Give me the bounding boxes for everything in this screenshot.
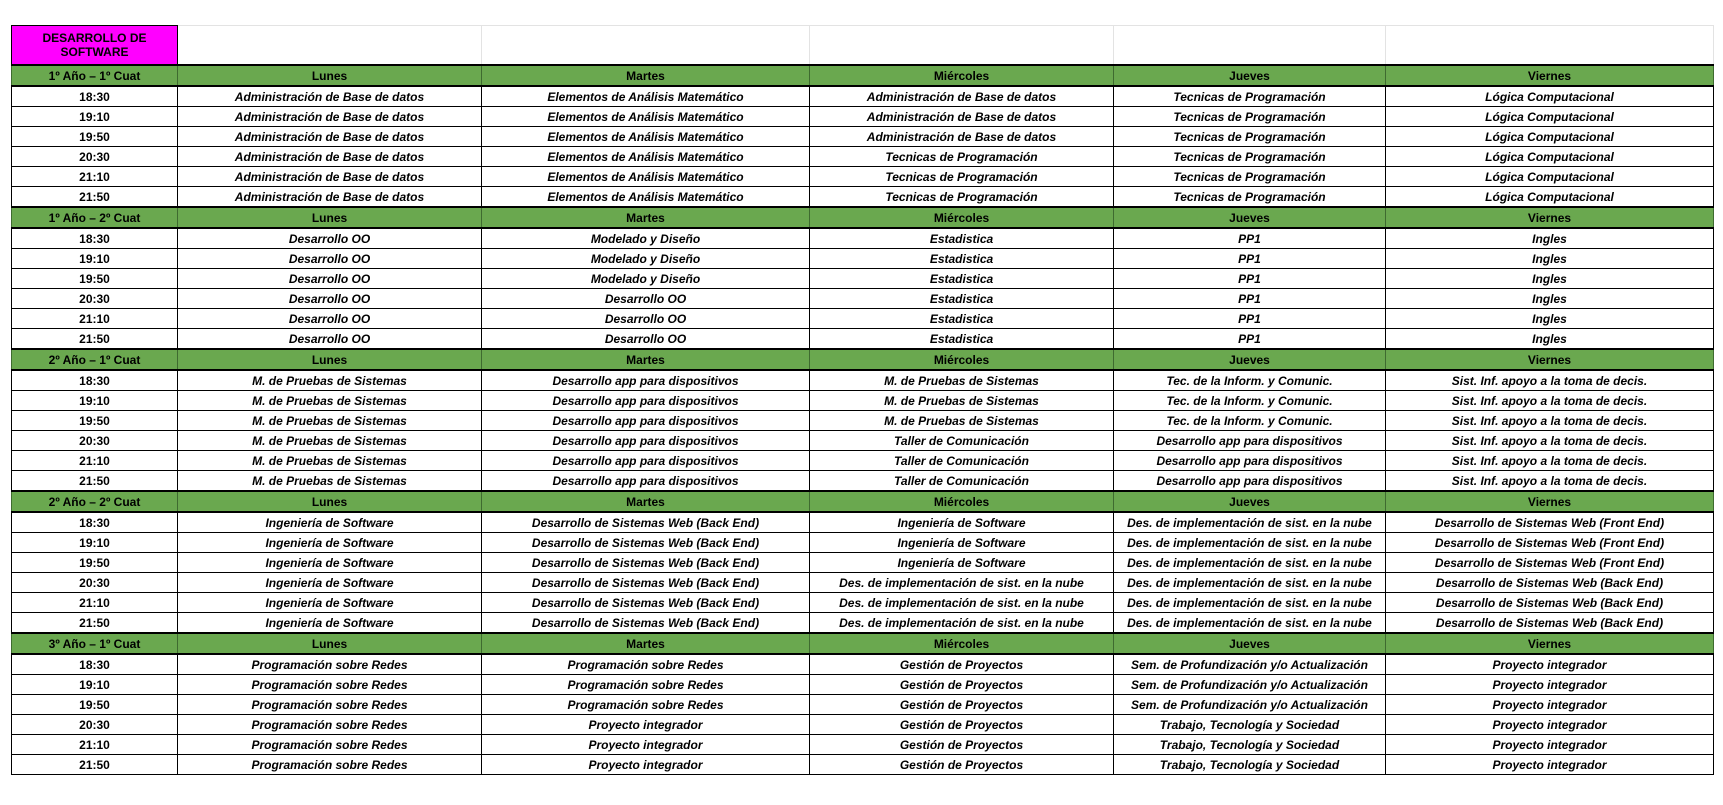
subject-cell-miercoles[interactable]: Taller de Comunicación	[810, 431, 1114, 451]
time-cell[interactable]: 18:30	[12, 228, 178, 249]
subject-cell-lunes[interactable]: Desarrollo OO	[178, 249, 482, 269]
time-cell[interactable]: 21:10	[12, 309, 178, 329]
subject-cell-miercoles[interactable]: Ingeniería de Software	[810, 553, 1114, 573]
time-cell[interactable]: 21:10	[12, 167, 178, 187]
day-header-viernes[interactable]: Viernes	[1386, 65, 1714, 86]
subject-cell-miercoles[interactable]: Gestión de Proyectos	[810, 755, 1114, 775]
empty-cell[interactable]	[810, 26, 1114, 66]
subject-cell-jueves[interactable]: Tec. de la Inform. y Comunic.	[1114, 411, 1386, 431]
table-row	[12, 613, 1714, 634]
table-row	[12, 593, 1714, 613]
subject-cell-martes[interactable]: Desarrollo app para dispositivos	[482, 471, 810, 492]
subject-cell-viernes[interactable]: Sist. Inf. apoyo a la toma de decis.	[1386, 451, 1714, 471]
subject-cell-viernes[interactable]: Ingles	[1386, 269, 1714, 289]
day-header-martes[interactable]: Martes	[482, 207, 810, 228]
day-header-viernes[interactable]: Viernes	[1386, 207, 1714, 228]
table-row	[12, 553, 1714, 573]
time-cell[interactable]: 19:50	[12, 269, 178, 289]
table-row	[12, 289, 1714, 309]
subject-cell-martes[interactable]: Desarrollo de Sistemas Web (Back End)	[482, 593, 810, 613]
time-cell[interactable]: 21:10	[12, 451, 178, 471]
subject-cell-lunes[interactable]: Ingeniería de Software	[178, 613, 482, 634]
table-row	[12, 187, 1714, 208]
subject-cell-miercoles[interactable]: Gestión de Proyectos	[810, 654, 1114, 675]
subject-cell-viernes[interactable]: Desarrollo de Sistemas Web (Back End)	[1386, 573, 1714, 593]
subject-cell-viernes[interactable]: Lógica Computacional	[1386, 187, 1714, 208]
time-cell[interactable]: 19:50	[12, 127, 178, 147]
time-cell[interactable]: 18:30	[12, 370, 178, 391]
day-header-martes[interactable]: Martes	[482, 491, 810, 512]
section-header-row	[12, 349, 1714, 370]
subject-cell-lunes[interactable]: M. de Pruebas de Sistemas	[178, 471, 482, 492]
subject-cell-jueves[interactable]: Tecnicas de Programación	[1114, 127, 1386, 147]
day-header-martes[interactable]: Martes	[482, 65, 810, 86]
empty-cell[interactable]	[1114, 26, 1386, 66]
table-row	[12, 269, 1714, 289]
day-header-lunes[interactable]: Lunes	[178, 207, 482, 228]
subject-cell-martes[interactable]: Desarrollo OO	[482, 329, 810, 350]
table-row	[12, 127, 1714, 147]
subject-cell-miercoles[interactable]: Des. de implementación de sist. en la nube	[810, 573, 1114, 593]
time-cell[interactable]: 19:10	[12, 249, 178, 269]
subject-cell-viernes[interactable]: Desarrollo de Sistemas Web (Front End)	[1386, 512, 1714, 533]
day-header-miercoles[interactable]: Miércoles	[810, 349, 1114, 370]
subject-cell-jueves[interactable]: PP1	[1114, 329, 1386, 350]
day-header-miercoles[interactable]: Miércoles	[810, 491, 1114, 512]
subject-cell-martes[interactable]: Desarrollo app para dispositivos	[482, 451, 810, 471]
subject-cell-viernes[interactable]: Proyecto integrador	[1386, 695, 1714, 715]
subject-cell-jueves[interactable]: Tec. de la Inform. y Comunic.	[1114, 370, 1386, 391]
subject-cell-miercoles[interactable]: Gestión de Proyectos	[810, 675, 1114, 695]
subject-cell-viernes[interactable]: Desarrollo de Sistemas Web (Front End)	[1386, 553, 1714, 573]
table-row	[12, 431, 1714, 451]
subject-cell-lunes[interactable]: M. de Pruebas de Sistemas	[178, 411, 482, 431]
subject-cell-lunes[interactable]: Desarrollo OO	[178, 289, 482, 309]
table-row	[12, 735, 1714, 755]
subject-cell-lunes[interactable]: Administración de Base de datos	[178, 86, 482, 107]
subject-cell-jueves[interactable]: PP1	[1114, 228, 1386, 249]
table-row	[12, 370, 1714, 391]
subject-cell-miercoles[interactable]: M. de Pruebas de Sistemas	[810, 391, 1114, 411]
time-cell[interactable]: 21:10	[12, 735, 178, 755]
subject-cell-lunes[interactable]: Desarrollo OO	[178, 309, 482, 329]
subject-cell-martes[interactable]: Desarrollo de Sistemas Web (Back End)	[482, 553, 810, 573]
day-header-viernes[interactable]: Viernes	[1386, 633, 1714, 654]
table-row	[12, 675, 1714, 695]
subject-cell-martes[interactable]: Modelado y Diseño	[482, 228, 810, 249]
subject-cell-jueves[interactable]: Sem. de Profundización y/o Actualización	[1114, 675, 1386, 695]
subject-cell-lunes[interactable]: Desarrollo OO	[178, 228, 482, 249]
subject-cell-martes[interactable]: Programación sobre Redes	[482, 654, 810, 675]
subject-cell-viernes[interactable]: Lógica Computacional	[1386, 127, 1714, 147]
subject-cell-martes[interactable]: Desarrollo OO	[482, 289, 810, 309]
time-cell[interactable]: 19:10	[12, 533, 178, 553]
time-cell[interactable]: 19:10	[12, 107, 178, 127]
table-row	[12, 228, 1714, 249]
subject-cell-viernes[interactable]: Proyecto integrador	[1386, 715, 1714, 735]
day-header-martes[interactable]: Martes	[482, 349, 810, 370]
subject-cell-martes[interactable]: Elementos de Análisis Matemático	[482, 147, 810, 167]
subject-cell-martes[interactable]: Proyecto integrador	[482, 715, 810, 735]
subject-cell-miercoles[interactable]: Estadistica	[810, 249, 1114, 269]
schedule-sheet	[11, 25, 1714, 775]
subject-cell-miercoles[interactable]: Taller de Comunicación	[810, 471, 1114, 492]
subject-cell-lunes[interactable]: Administración de Base de datos	[178, 127, 482, 147]
title-row	[12, 26, 1714, 66]
subject-cell-lunes[interactable]: Ingeniería de Software	[178, 593, 482, 613]
subject-cell-viernes[interactable]: Ingles	[1386, 228, 1714, 249]
subject-cell-viernes[interactable]: Lógica Computacional	[1386, 167, 1714, 187]
subject-cell-martes[interactable]: Elementos de Análisis Matemático	[482, 107, 810, 127]
subject-cell-viernes[interactable]: Proyecto integrador	[1386, 755, 1714, 775]
subject-cell-viernes[interactable]: Sist. Inf. apoyo a la toma de decis.	[1386, 370, 1714, 391]
subject-cell-lunes[interactable]: Administración de Base de datos	[178, 167, 482, 187]
empty-cell[interactable]	[482, 26, 810, 66]
section-label[interactable]: 2º Año – 2º Cuat	[12, 491, 178, 512]
subject-cell-miercoles[interactable]: Administración de Base de datos	[810, 107, 1114, 127]
subject-cell-martes[interactable]: Desarrollo de Sistemas Web (Back End)	[482, 512, 810, 533]
time-cell[interactable]: 20:30	[12, 573, 178, 593]
time-cell[interactable]: 19:50	[12, 411, 178, 431]
subject-cell-miercoles[interactable]: Gestión de Proyectos	[810, 735, 1114, 755]
table-row	[12, 654, 1714, 675]
table-row	[12, 329, 1714, 350]
subject-cell-miercoles[interactable]: M. de Pruebas de Sistemas	[810, 370, 1114, 391]
sheet-title[interactable]: DESARROLLO DE SOFTWARE	[12, 26, 178, 66]
table-row	[12, 86, 1714, 107]
table-row	[12, 167, 1714, 187]
subject-cell-lunes[interactable]: Desarrollo OO	[178, 329, 482, 350]
table-row	[12, 249, 1714, 269]
subject-cell-jueves[interactable]: Trabajo, Tecnología y Sociedad	[1114, 735, 1386, 755]
subject-cell-lunes[interactable]: Programación sobre Redes	[178, 695, 482, 715]
table-row	[12, 715, 1714, 735]
subject-cell-miercoles[interactable]: Tecnicas de Programación	[810, 167, 1114, 187]
subject-cell-jueves[interactable]: Des. de implementación de sist. en la nube	[1114, 512, 1386, 533]
subject-cell-jueves[interactable]: PP1	[1114, 309, 1386, 329]
time-cell[interactable]: 20:30	[12, 431, 178, 451]
subject-cell-martes[interactable]: Elementos de Análisis Matemático	[482, 127, 810, 147]
subject-cell-lunes[interactable]: Administración de Base de datos	[178, 187, 482, 208]
section-header-row	[12, 207, 1714, 228]
subject-cell-lunes[interactable]: Ingeniería de Software	[178, 533, 482, 553]
subject-cell-martes[interactable]: Desarrollo OO	[482, 309, 810, 329]
subject-cell-lunes[interactable]: M. de Pruebas de Sistemas	[178, 451, 482, 471]
subject-cell-jueves[interactable]: Tec. de la Inform. y Comunic.	[1114, 391, 1386, 411]
time-cell[interactable]: 20:30	[12, 289, 178, 309]
subject-cell-miercoles[interactable]: Des. de implementación de sist. en la nube	[810, 593, 1114, 613]
subject-cell-miercoles[interactable]: Estadistica	[810, 289, 1114, 309]
subject-cell-lunes[interactable]: M. de Pruebas de Sistemas	[178, 431, 482, 451]
subject-cell-viernes[interactable]: Proyecto integrador	[1386, 654, 1714, 675]
subject-cell-jueves[interactable]: Des. de implementación de sist. en la nube	[1114, 613, 1386, 634]
subject-cell-lunes[interactable]: Ingeniería de Software	[178, 553, 482, 573]
subject-cell-jueves[interactable]: Tecnicas de Programación	[1114, 107, 1386, 127]
time-cell[interactable]: 19:10	[12, 391, 178, 411]
subject-cell-miercoles[interactable]: Gestión de Proyectos	[810, 715, 1114, 735]
table-row	[12, 695, 1714, 715]
subject-cell-viernes[interactable]: Ingles	[1386, 289, 1714, 309]
day-header-lunes[interactable]: Lunes	[178, 633, 482, 654]
subject-cell-viernes[interactable]: Lógica Computacional	[1386, 147, 1714, 167]
subject-cell-martes[interactable]: Desarrollo app para dispositivos	[482, 411, 810, 431]
subject-cell-jueves[interactable]: Trabajo, Tecnología y Sociedad	[1114, 755, 1386, 775]
time-cell[interactable]: 18:30	[12, 86, 178, 107]
subject-cell-jueves[interactable]: Des. de implementación de sist. en la nube	[1114, 553, 1386, 573]
subject-cell-martes[interactable]: Modelado y Diseño	[482, 249, 810, 269]
schedule-body	[12, 26, 1714, 775]
subject-cell-jueves[interactable]: PP1	[1114, 249, 1386, 269]
subject-cell-martes[interactable]: Desarrollo app para dispositivos	[482, 391, 810, 411]
time-cell[interactable]: 21:50	[12, 755, 178, 775]
subject-cell-viernes[interactable]: Lógica Computacional	[1386, 86, 1714, 107]
subject-cell-jueves[interactable]: Sem. de Profundización y/o Actualización	[1114, 695, 1386, 715]
subject-cell-miercoles[interactable]: M. de Pruebas de Sistemas	[810, 411, 1114, 431]
section-label[interactable]: 1º Año – 2º Cuat	[12, 207, 178, 228]
time-cell[interactable]: 19:10	[12, 675, 178, 695]
subject-cell-martes[interactable]: Desarrollo app para dispositivos	[482, 431, 810, 451]
subject-cell-viernes[interactable]: Proyecto integrador	[1386, 735, 1714, 755]
time-cell[interactable]: 21:50	[12, 329, 178, 350]
subject-cell-martes[interactable]: Proyecto integrador	[482, 735, 810, 755]
section-label[interactable]: 2º Año – 1º Cuat	[12, 349, 178, 370]
subject-cell-viernes[interactable]: Desarrollo de Sistemas Web (Back End)	[1386, 613, 1714, 634]
day-header-jueves[interactable]: Jueves	[1114, 349, 1386, 370]
subject-cell-jueves[interactable]: Des. de implementación de sist. en la nube	[1114, 573, 1386, 593]
table-row	[12, 411, 1714, 431]
subject-cell-viernes[interactable]: Ingles	[1386, 329, 1714, 350]
subject-cell-miercoles[interactable]: Estadistica	[810, 228, 1114, 249]
subject-cell-jueves[interactable]: Des. de implementación de sist. en la nube	[1114, 533, 1386, 553]
table-row	[12, 512, 1714, 533]
subject-cell-lunes[interactable]: M. de Pruebas de Sistemas	[178, 391, 482, 411]
subject-cell-martes[interactable]: Desarrollo de Sistemas Web (Back End)	[482, 613, 810, 634]
table-row	[12, 533, 1714, 553]
subject-cell-lunes[interactable]: Programación sobre Redes	[178, 735, 482, 755]
subject-cell-miercoles[interactable]: Ingeniería de Software	[810, 533, 1114, 553]
time-cell[interactable]: 21:10	[12, 593, 178, 613]
subject-cell-martes[interactable]: Elementos de Análisis Matemático	[482, 86, 810, 107]
table-row	[12, 471, 1714, 492]
subject-cell-miercoles[interactable]: Des. de implementación de sist. en la nube	[810, 613, 1114, 634]
table-row	[12, 147, 1714, 167]
subject-cell-jueves[interactable]: Sem. de Profundización y/o Actualización	[1114, 654, 1386, 675]
subject-cell-jueves[interactable]: Desarrollo app para dispositivos	[1114, 451, 1386, 471]
empty-cell[interactable]	[178, 26, 482, 66]
subject-cell-viernes[interactable]: Sist. Inf. apoyo a la toma de decis.	[1386, 431, 1714, 451]
time-cell[interactable]: 18:30	[12, 654, 178, 675]
subject-cell-jueves[interactable]: Des. de implementación de sist. en la nube	[1114, 593, 1386, 613]
time-cell[interactable]: 21:50	[12, 613, 178, 634]
subject-cell-viernes[interactable]: Ingles	[1386, 249, 1714, 269]
subject-cell-miercoles[interactable]: Gestión de Proyectos	[810, 695, 1114, 715]
subject-cell-viernes[interactable]: Proyecto integrador	[1386, 675, 1714, 695]
table-row	[12, 451, 1714, 471]
subject-cell-viernes[interactable]: Sist. Inf. apoyo a la toma de decis.	[1386, 411, 1714, 431]
empty-cell[interactable]	[1386, 26, 1714, 66]
subject-cell-miercoles[interactable]: Administración de Base de datos	[810, 86, 1114, 107]
day-header-miercoles[interactable]: Miércoles	[810, 207, 1114, 228]
subject-cell-lunes[interactable]: M. de Pruebas de Sistemas	[178, 370, 482, 391]
day-header-viernes[interactable]: Viernes	[1386, 491, 1714, 512]
time-cell[interactable]: 19:50	[12, 695, 178, 715]
subject-cell-miercoles[interactable]: Tecnicas de Programación	[810, 147, 1114, 167]
table-row	[12, 309, 1714, 329]
day-header-lunes[interactable]: Lunes	[178, 349, 482, 370]
time-cell[interactable]: 18:30	[12, 512, 178, 533]
subject-cell-miercoles[interactable]: Ingeniería de Software	[810, 512, 1114, 533]
subject-cell-jueves[interactable]: Tecnicas de Programación	[1114, 167, 1386, 187]
time-cell[interactable]: 19:50	[12, 553, 178, 573]
day-header-jueves[interactable]: Jueves	[1114, 633, 1386, 654]
subject-cell-jueves[interactable]: PP1	[1114, 269, 1386, 289]
subject-cell-miercoles[interactable]: Estadistica	[810, 269, 1114, 289]
day-header-lunes[interactable]: Lunes	[178, 491, 482, 512]
subject-cell-miercoles[interactable]: Administración de Base de datos	[810, 127, 1114, 147]
subject-cell-martes[interactable]: Elementos de Análisis Matemático	[482, 167, 810, 187]
table-row	[12, 755, 1714, 775]
subject-cell-jueves[interactable]: Tecnicas de Programación	[1114, 86, 1386, 107]
subject-cell-martes[interactable]: Proyecto integrador	[482, 755, 810, 775]
subject-cell-lunes[interactable]: Programación sobre Redes	[178, 715, 482, 735]
subject-cell-viernes[interactable]: Sist. Inf. apoyo a la toma de decis.	[1386, 471, 1714, 492]
subject-cell-lunes[interactable]: Administración de Base de datos	[178, 147, 482, 167]
subject-cell-miercoles[interactable]: Estadistica	[810, 329, 1114, 350]
table-row	[12, 573, 1714, 593]
subject-cell-lunes[interactable]: Programación sobre Redes	[178, 675, 482, 695]
subject-cell-viernes[interactable]: Lógica Computacional	[1386, 107, 1714, 127]
subject-cell-martes[interactable]: Programación sobre Redes	[482, 675, 810, 695]
time-cell[interactable]: 21:50	[12, 187, 178, 208]
subject-cell-jueves[interactable]: Desarrollo app para dispositivos	[1114, 471, 1386, 492]
subject-cell-viernes[interactable]: Sist. Inf. apoyo a la toma de decis.	[1386, 391, 1714, 411]
day-header-viernes[interactable]: Viernes	[1386, 349, 1714, 370]
subject-cell-lunes[interactable]: Administración de Base de datos	[178, 107, 482, 127]
time-cell[interactable]: 20:30	[12, 715, 178, 735]
day-header-miercoles[interactable]: Miércoles	[810, 633, 1114, 654]
time-cell[interactable]: 21:50	[12, 471, 178, 492]
day-header-jueves[interactable]: Jueves	[1114, 491, 1386, 512]
subject-cell-lunes[interactable]: Ingeniería de Software	[178, 573, 482, 593]
section-label[interactable]: 1º Año – 1º Cuat	[12, 65, 178, 86]
subject-cell-jueves[interactable]: Trabajo, Tecnología y Sociedad	[1114, 715, 1386, 735]
subject-cell-viernes[interactable]: Ingles	[1386, 309, 1714, 329]
time-cell[interactable]: 20:30	[12, 147, 178, 167]
table-row	[12, 391, 1714, 411]
subject-cell-martes[interactable]: Desarrollo de Sistemas Web (Back End)	[482, 573, 810, 593]
subject-cell-martes[interactable]: Elementos de Análisis Matemático	[482, 187, 810, 208]
subject-cell-lunes[interactable]: Desarrollo OO	[178, 269, 482, 289]
subject-cell-miercoles[interactable]: Estadistica	[810, 309, 1114, 329]
subject-cell-martes[interactable]: Desarrollo de Sistemas Web (Back End)	[482, 533, 810, 553]
day-header-jueves[interactable]: Jueves	[1114, 207, 1386, 228]
section-header-row	[12, 65, 1714, 86]
subject-cell-martes[interactable]: Desarrollo app para dispositivos	[482, 370, 810, 391]
subject-cell-martes[interactable]: Modelado y Diseño	[482, 269, 810, 289]
day-header-miercoles[interactable]: Miércoles	[810, 65, 1114, 86]
subject-cell-miercoles[interactable]: Taller de Comunicación	[810, 451, 1114, 471]
subject-cell-jueves[interactable]: Desarrollo app para dispositivos	[1114, 431, 1386, 451]
day-header-martes[interactable]: Martes	[482, 633, 810, 654]
day-header-lunes[interactable]: Lunes	[178, 65, 482, 86]
subject-cell-lunes[interactable]: Programación sobre Redes	[178, 654, 482, 675]
subject-cell-viernes[interactable]: Desarrollo de Sistemas Web (Front End)	[1386, 533, 1714, 553]
subject-cell-lunes[interactable]: Programación sobre Redes	[178, 755, 482, 775]
day-header-jueves[interactable]: Jueves	[1114, 65, 1386, 86]
subject-cell-miercoles[interactable]: Tecnicas de Programación	[810, 187, 1114, 208]
section-header-row	[12, 633, 1714, 654]
section-label[interactable]: 3º Año – 1º Cuat	[12, 633, 178, 654]
subject-cell-viernes[interactable]: Desarrollo de Sistemas Web (Back End)	[1386, 593, 1714, 613]
subject-cell-jueves[interactable]: Tecnicas de Programación	[1114, 187, 1386, 208]
subject-cell-jueves[interactable]: Tecnicas de Programación	[1114, 147, 1386, 167]
subject-cell-jueves[interactable]: PP1	[1114, 289, 1386, 309]
section-header-row	[12, 491, 1714, 512]
table-row	[12, 107, 1714, 127]
subject-cell-lunes[interactable]: Ingeniería de Software	[178, 512, 482, 533]
subject-cell-martes[interactable]: Programación sobre Redes	[482, 695, 810, 715]
